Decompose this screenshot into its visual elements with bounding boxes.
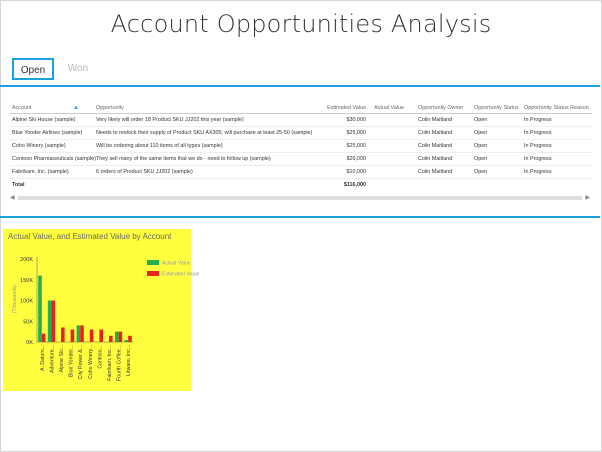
table-cell: Coho Winery (sample) — [10, 140, 94, 153]
x-tick-label: City Power &... — [78, 345, 85, 380]
bar-estimated-value — [128, 336, 132, 342]
table-cell: Colin Maitland — [406, 114, 466, 127]
table-cell: Open — [466, 114, 522, 127]
table-cell: In Progress — [522, 114, 592, 127]
col-header-opportunity-status[interactable]: Opportunity Status — [466, 103, 522, 114]
scroll-left-icon[interactable]: ◀ — [10, 195, 15, 201]
table-cell: Fabrikam, Inc. (sample) — [10, 166, 94, 179]
grid-header-row — [10, 103, 592, 114]
bar-actual-value — [48, 301, 52, 343]
table-cell: Colin Maitland — [406, 166, 466, 179]
col-header-actual-value[interactable]: Actual Value — [368, 103, 406, 114]
x-tick-label: Fourth Coffee... — [116, 345, 123, 381]
bar-actual-value — [115, 332, 119, 342]
table-cell — [368, 114, 406, 127]
legend-swatch — [147, 260, 159, 265]
x-tick-label: A. Datum... — [39, 345, 46, 371]
horizontal-scrollbar[interactable] — [10, 195, 590, 201]
table-cell: $25,000 — [312, 140, 368, 153]
bar-estimated-value — [99, 330, 103, 342]
page-title: Account Opportunities Analysis — [110, 10, 492, 38]
grid-divider — [0, 216, 600, 218]
total-estimated: $116,000 — [343, 182, 366, 188]
bar-estimated-value — [109, 336, 113, 342]
legend-swatch — [147, 271, 159, 276]
table-cell — [368, 140, 406, 153]
table-cell: Very likely will order 18 Product SKU JJ202 this year (sample) — [94, 114, 312, 127]
total-empty-cell — [368, 179, 406, 192]
table-cell: Contoso Pharmaceuticals (sample) — [10, 153, 94, 166]
chart-canvas — [3, 229, 200, 391]
table-cell: Needs to restock their supply of Product SKU AX305; will purchase at least 25-50 (sample) — [94, 127, 312, 140]
scroll-right-icon[interactable]: ▶ — [585, 195, 590, 201]
value-by-account-chart[interactable] — [3, 229, 200, 391]
total-label: Total — [12, 182, 25, 188]
table-row[interactable] — [10, 114, 592, 127]
y-tick-label: 150K — [20, 277, 33, 284]
table-cell: Colin Maitland — [406, 127, 466, 140]
tab-open[interactable]: Open — [12, 58, 54, 80]
chart-title: Actual Value, and Estimated Value by Account — [8, 232, 172, 241]
bar-estimated-value — [42, 334, 46, 342]
total-empty-cell — [406, 179, 466, 192]
x-tick-label: Litware, Inc... — [126, 345, 133, 376]
bar-estimated-value — [119, 332, 123, 342]
col-header-opportunity-owner[interactable]: Opportunity Owner — [406, 103, 466, 114]
sort-asc-icon: ▲ — [72, 105, 79, 111]
x-tick-label: Coho Winery... — [87, 345, 94, 379]
table-cell: $30,000 — [312, 114, 368, 127]
table-cell: In Progress — [522, 140, 592, 153]
opportunities-grid — [10, 103, 592, 195]
y-tick-label: 200K — [20, 257, 33, 263]
x-tick-label: Alpine Ski... — [59, 345, 65, 373]
bar-estimated-value — [51, 301, 55, 343]
total-row — [10, 179, 592, 192]
tab-divider — [0, 85, 600, 87]
table-cell — [368, 166, 406, 179]
table-cell: They sell many of the same items that we do - need to follow up (sample) — [94, 153, 312, 166]
table-cell: Open — [466, 153, 522, 166]
bar-estimated-value — [71, 330, 75, 342]
bar-actual-value — [125, 340, 129, 342]
x-tick-label: Blue Yonder... — [68, 345, 75, 378]
total-empty-cell — [94, 179, 312, 192]
scroll-track[interactable] — [18, 196, 582, 200]
table-cell: 6 orders of Product SKU JJ202 (sample) — [94, 166, 312, 179]
table-row[interactable] — [10, 166, 592, 179]
total-empty-cell — [466, 179, 522, 192]
col-header-status-reason[interactable]: Opportunity Status Reason — [522, 103, 592, 114]
table-cell: Alpine Ski House (sample) — [10, 114, 94, 127]
y-tick-label: 50K — [23, 319, 33, 326]
table-row[interactable] — [10, 127, 592, 140]
table-row[interactable] — [10, 140, 592, 153]
table-cell: In Progress — [522, 166, 592, 179]
y-tick-label: 0K — [26, 340, 33, 346]
table-cell: In Progress — [522, 153, 592, 166]
table-cell: Open — [466, 140, 522, 153]
table-cell: $25,000 — [312, 127, 368, 140]
total-empty-cell — [522, 179, 592, 192]
tab-won[interactable]: Won — [67, 63, 89, 74]
table-cell — [368, 153, 406, 166]
table-cell: Colin Maitland — [406, 140, 466, 153]
x-tick-label: Adventure... — [49, 345, 56, 373]
bar-estimated-value — [90, 330, 94, 342]
col-header-account-label: Account — [12, 105, 32, 111]
table-cell — [368, 127, 406, 140]
legend-label: Actual Value — [162, 260, 191, 267]
legend-label: Estimated Value — [162, 271, 200, 278]
table-cell: In Progress — [522, 127, 592, 140]
table-cell: Colin Maitland — [406, 153, 466, 166]
table-cell: $26,000 — [312, 153, 368, 166]
x-tick-label: Contoso... — [97, 345, 104, 369]
col-header-estimated-value[interactable]: Estimated Value — [312, 103, 368, 114]
bar-estimated-value — [80, 325, 84, 342]
table-cell: Open — [466, 166, 522, 179]
x-tick-label: Fabrikam, Inc... — [107, 345, 113, 381]
bar-actual-value — [38, 276, 42, 342]
y-axis-label: (Thousands) — [12, 284, 18, 313]
y-tick-label: 100K — [20, 298, 33, 305]
col-header-opportunity[interactable]: Opportunity — [94, 103, 312, 114]
bar-estimated-value — [61, 327, 65, 342]
table-cell: Will be ordering about 110 items of all types (sample) — [94, 140, 312, 153]
bar-actual-value — [77, 325, 81, 342]
table-cell: Blue Yonder Airlines (sample) — [10, 127, 94, 140]
table-row[interactable] — [10, 153, 592, 166]
table-cell: $10,000 — [312, 166, 368, 179]
table-cell: Open — [466, 127, 522, 140]
col-header-account[interactable] — [10, 103, 94, 114]
